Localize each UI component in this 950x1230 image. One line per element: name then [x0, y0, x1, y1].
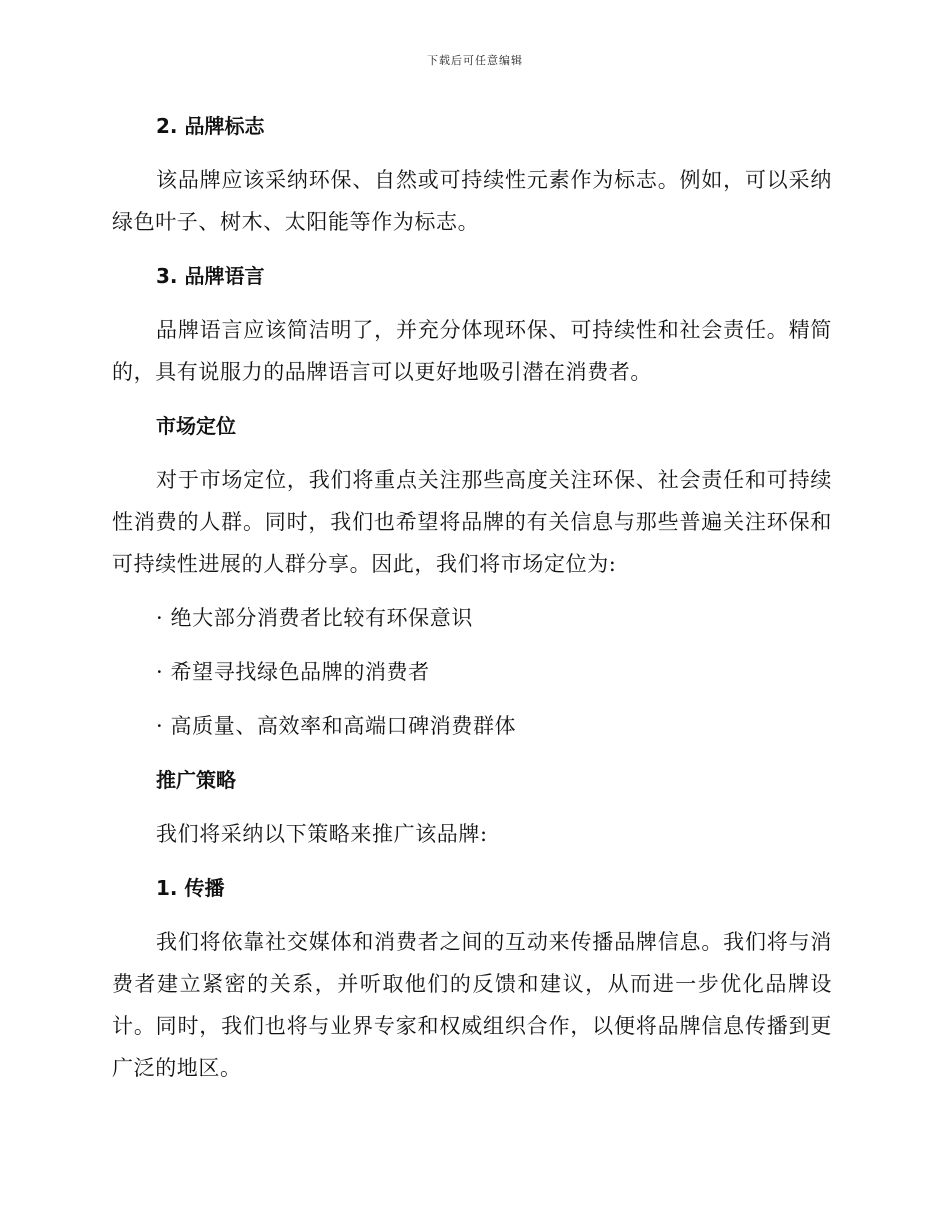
paragraph-brand-language: 品牌语言应该简洁明了，并充分体现环保、可持续性和社会责任。精简的，具有说服力的品牌语言可以更好地吸引潜在消费者。	[112, 318, 832, 384]
section-heading-brand-language: 3. 品牌语言	[156, 264, 265, 288]
header-note: 下载后可任意编辑	[427, 54, 523, 67]
bullet-item-2: · 希望寻找绿色品牌的消费者	[156, 660, 430, 684]
paragraph-market-positioning: 对于市场定位，我们将重点关注那些高度关注环保、社会责任和可持续性消费的人群。同时，我们也希望将品牌的有关信息与那些普遍关注环保和可持续性进展的人群分享。因此，我们将市场定位为:	[112, 468, 832, 576]
bullet-item-3: · 高质量、高效率和高端口碑消费群体	[156, 714, 517, 738]
paragraph-brand-logo: 该品牌应该采纳环保、自然或可持续性元素作为标志。例如，可以采纳绿色叶子、树木、太阳能等作为标志。	[112, 168, 832, 234]
section-heading-market-positioning: 市场定位	[156, 414, 236, 438]
bullet-item-1: · 绝大部分消费者比较有环保意识	[156, 606, 473, 630]
document-body	[112, 105, 832, 1101]
section-heading-promotion-strategy: 推广策略	[156, 768, 236, 792]
section-heading-communication: 1. 传播	[156, 876, 225, 900]
paragraph-promotion-strategy: 我们将采纳以下策略来推广该品牌:	[156, 822, 488, 846]
paragraph-communication: 我们将依靠社交媒体和消费者之间的互动来传播品牌信息。我们将与消费者建立紧密的关系，并听取他们的反馈和建议，从而进一步优化品牌设计。同时，我们也将与业界专家和权威组织合作，以便将品牌信息传播到更广泛的地区。	[112, 930, 832, 1080]
section-heading-brand-logo: 2. 品牌标志	[156, 114, 265, 138]
